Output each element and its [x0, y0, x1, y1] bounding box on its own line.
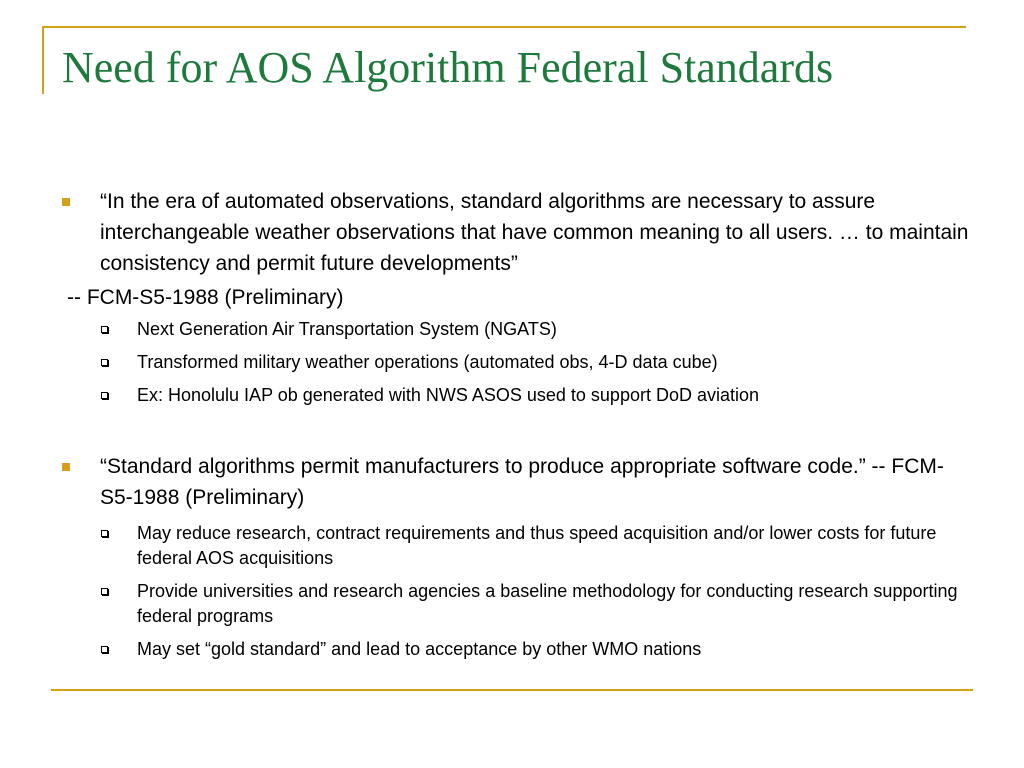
bullet-text: “Standard algorithms permit manufacturers to produce appropriate software code.” -- FCM-S5-1988 (Preliminary) [100, 455, 944, 509]
sub-bullet-text: May set “gold standard” and lead to acceptance by other WMO nations [137, 639, 702, 659]
footer-accent-line [51, 689, 973, 691]
spacer [60, 408, 972, 451]
bullet-item [60, 451, 972, 513]
sub-bullet-text: Next Generation Air Transportation System (NGATS) [137, 319, 557, 339]
title-accent-horizontal-line [42, 26, 966, 28]
hollow-square-bullet-icon [101, 359, 108, 366]
square-bullet-icon [62, 463, 70, 471]
bullet-item [60, 186, 972, 279]
hollow-square-bullet-icon [101, 392, 108, 399]
sub-bullet-item [60, 317, 972, 342]
hollow-square-bullet-icon [101, 588, 108, 595]
hollow-square-bullet-icon [101, 530, 108, 537]
hollow-square-bullet-icon [101, 326, 108, 333]
sub-bullet-list [60, 317, 972, 408]
sub-bullet-text: Ex: Honolulu IAP ob generated with NWS ASOS used to support DoD aviation [137, 385, 760, 405]
sub-bullet-item [60, 383, 972, 408]
sub-bullet-item [60, 350, 972, 375]
sub-bullet-text: Provide universities and research agencies a baseline methodology for conducting research supporting federal programs [137, 581, 958, 626]
bullet-text: “In the era of automated observations, standard algorithms are necessary to assure interchangeable weather observations that have common meaning to all users. … to maintain consistency and permit future developments” [100, 190, 969, 275]
bullet-attribution: -- FCM-S5-1988 (Preliminary) [67, 286, 344, 309]
slide-body [60, 186, 972, 662]
sub-bullet-item [60, 521, 972, 571]
sub-bullet-list [60, 521, 972, 662]
sub-bullet-item [60, 637, 972, 662]
hollow-square-bullet-icon [101, 646, 108, 653]
sub-bullet-item [60, 579, 972, 629]
sub-bullet-text: May reduce research, contract requirements and thus speed acquisition and/or lower costs for future federal AOS acquisitions [137, 523, 937, 568]
slide-title: Need for AOS Algorithm Federal Standards [62, 43, 834, 92]
sub-bullet-text: Transformed military weather operations (automated obs, 4-D data cube) [137, 352, 718, 372]
title-accent-vertical-line [42, 26, 44, 94]
square-bullet-icon [62, 198, 70, 206]
